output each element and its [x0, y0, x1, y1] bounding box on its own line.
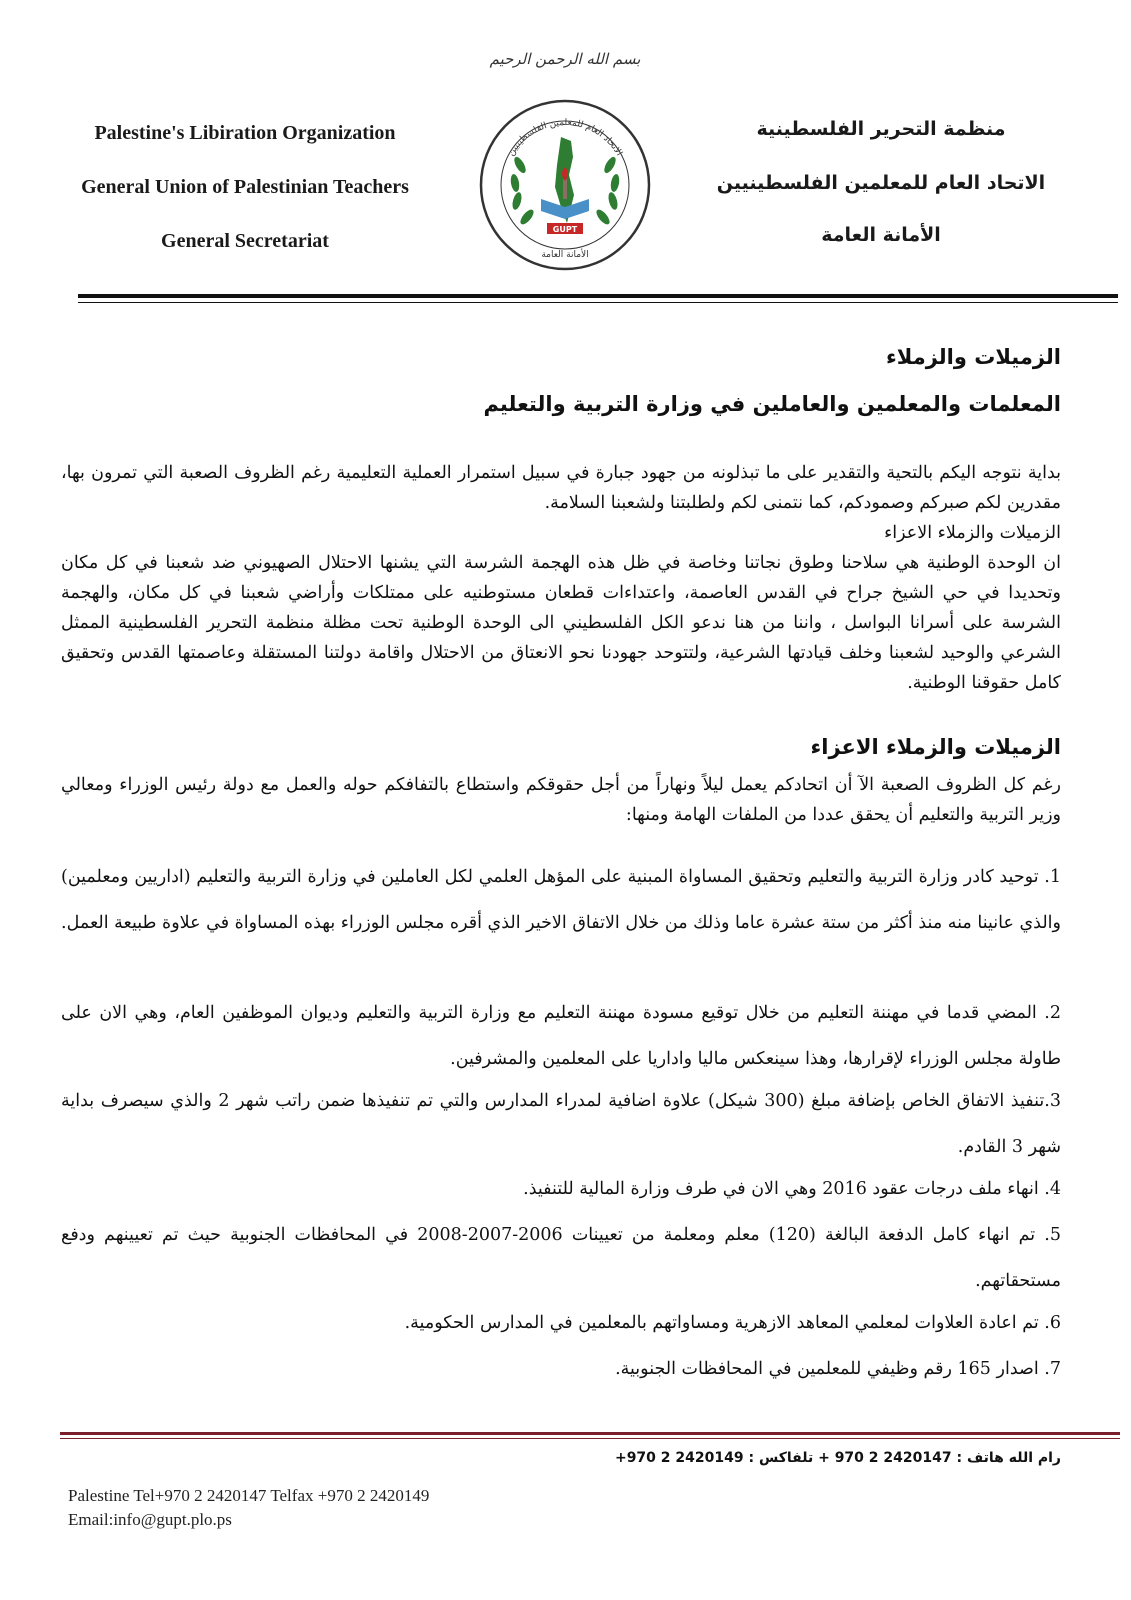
footer-divider-thin [60, 1438, 1120, 1439]
seal-bottom-text: الأمانة العامة [541, 250, 589, 260]
section-title: الزميلات والزملاء الاعزاء [810, 735, 1061, 759]
footer-en-email: Email:info@gupt.plo.ps [68, 1510, 232, 1529]
header-divider-thin [78, 302, 1118, 303]
footer-ar-contact: رام الله هاتف : 2420147 2 970 + تلفاكس : 2420149 2 970+ [614, 1450, 1061, 1466]
greeting-colleagues: الزميلات والزملاء [886, 345, 1061, 369]
list-item-7: 7. اصدار 165 رقم وظيفي للمعلمين في المحافظات الجنوبية. [615, 1359, 1061, 1379]
list-item-1: 1. توحيد كادر وزارة التربية والتعليم وتحقيق المساواة المبنية على المؤهل العلمي لكل العاملين في وزارة التربية والتعليم (اداريين ومعلمين) والذي عانينا منه منذ أكثر من ستة عشرة عاما وذلك من خلال الاتفاق الاخير الذي أقره مجلس الوزراء بهذه المساواة في علاوة طبيعة العمل. [61, 867, 1061, 933]
intro-paragraph: بداية نتوجه اليكم بالتحية والتقدير على ما تبذلونه من جهود جبارة في سبيل استمرار العملية التعليمية رغم الظروف الصعبة التي تمرون بها، مقدرين لكم صبركم وصمودكم، كما نتمنى لكم ولطلبتنا ولشعبنا السلامة. [61, 463, 1061, 513]
list-item-3: 3.تنفيذ الاتفاق الخاص بإضافة مبلغ (300 شيكل) علاوة اضافية لمدراء المدارس والتي تم تنفيذها ضمن راتب شهر 2 والذي سيصرف بداية شهر 3 القادم. [61, 1091, 1061, 1157]
header-ar-union: الاتحاد العام للمعلمين الفلسطينيين [716, 172, 1046, 194]
gupt-seal-logo [475, 95, 655, 275]
footer-divider [60, 1432, 1120, 1435]
header-en-org: Palestine's Libiration Organization [94, 122, 396, 144]
seal-abbr: GUPT [552, 225, 578, 234]
header-divider [78, 294, 1118, 298]
header-en-union: General Union of Palestinian Teachers [81, 176, 409, 198]
header-ar-org: منظمة التحرير الفلسطينية [756, 118, 1006, 140]
list-item-5: 5. تم انهاء كامل الدفعة البالغة (120) معلم ومعلمة من تعيينات 2006-2007-2008 في المحافظات الجنوبية حيث تم تعيينهم ودفع مستحقاتهم. [61, 1225, 1061, 1291]
intro-salutation: الزميلات والزملاء الاعزاء [884, 523, 1061, 543]
header-en-secretariat: General Secretariat [161, 230, 329, 252]
header-ar-secretariat: الأمانة العامة [821, 224, 941, 246]
list-item-2: 2. المضي قدما في مهننة التعليم من خلال توقيع مسودة مهننة التعليم مع وزارة التربية والتعليم وديوان الموظفين العام، وهي الان على طاولة مجلس الوزراء لإقرارها، وهذا سينعكس ماليا واداريا على المعلمين والمشرفين. [61, 1003, 1061, 1069]
list-item-6: 6. تم اعادة العلاوات لمعلمي المعاهد الازهرية ومساواتهم بالمعلمين في المدارس الحكومية. [404, 1313, 1061, 1333]
basmala: بسم الله الرحمن الرحيم [489, 50, 641, 68]
list-item-4: 4. انهاء ملف درجات عقود 2016 وهي الان في طرف وزارة المالية للتنفيذ. [523, 1179, 1061, 1199]
footer-en-phone: Palestine Tel+970 2 2420147 Telfax +970 2 2420149 [68, 1486, 430, 1505]
unity-paragraph: ان الوحدة الوطنية هي سلاحنا وطوق نجاتنا وخاصة في ظل هذه الهجمة الشرسة التي يشنها الاحتلال الصهيوني ضد شعبنا في كل مكان وتحديدا في حي الشيخ جراح في القدس العاصمة، واعتداءات قطعان مستوطنيه على ممتلكات وأراضي شعبنا في كل مكان، والهجمة الشرسة على أسرانا البواسل ، واننا من هنا ندعو الكل الفلسطيني الى الوحدة الوطنية تحت مظلة منظمة التحرير الفلسطينية الممثل الشرعي والوحيد لشعبنا وخلف قيادتها الشرعية، ولتتوحد جهودنا نحو الانعتاق من الاحتلال واقامة دولتنا المستقلة وعاصمتها القدس وتحقيق كامل حقوقنا الوطنية. [61, 553, 1061, 693]
seal-ring-text: الاتحاد العام للمعلمين الفلسطينيين [506, 117, 624, 158]
achievements-intro: رغم كل الظروف الصعبة الآ أن اتحادكم يعمل ليلاً ونهاراً من أجل حقوقكم واستطاع بالتفافكم حوله والعمل مع دولة رئيس الوزراء ومعالي وزير التربية والتعليم أن يحقق عددا من الملفات الهامة ومنها: [61, 775, 1061, 825]
greeting-teachers: المعلمات والمعلمين والعاملين في وزارة التربية والتعليم [483, 392, 1061, 416]
